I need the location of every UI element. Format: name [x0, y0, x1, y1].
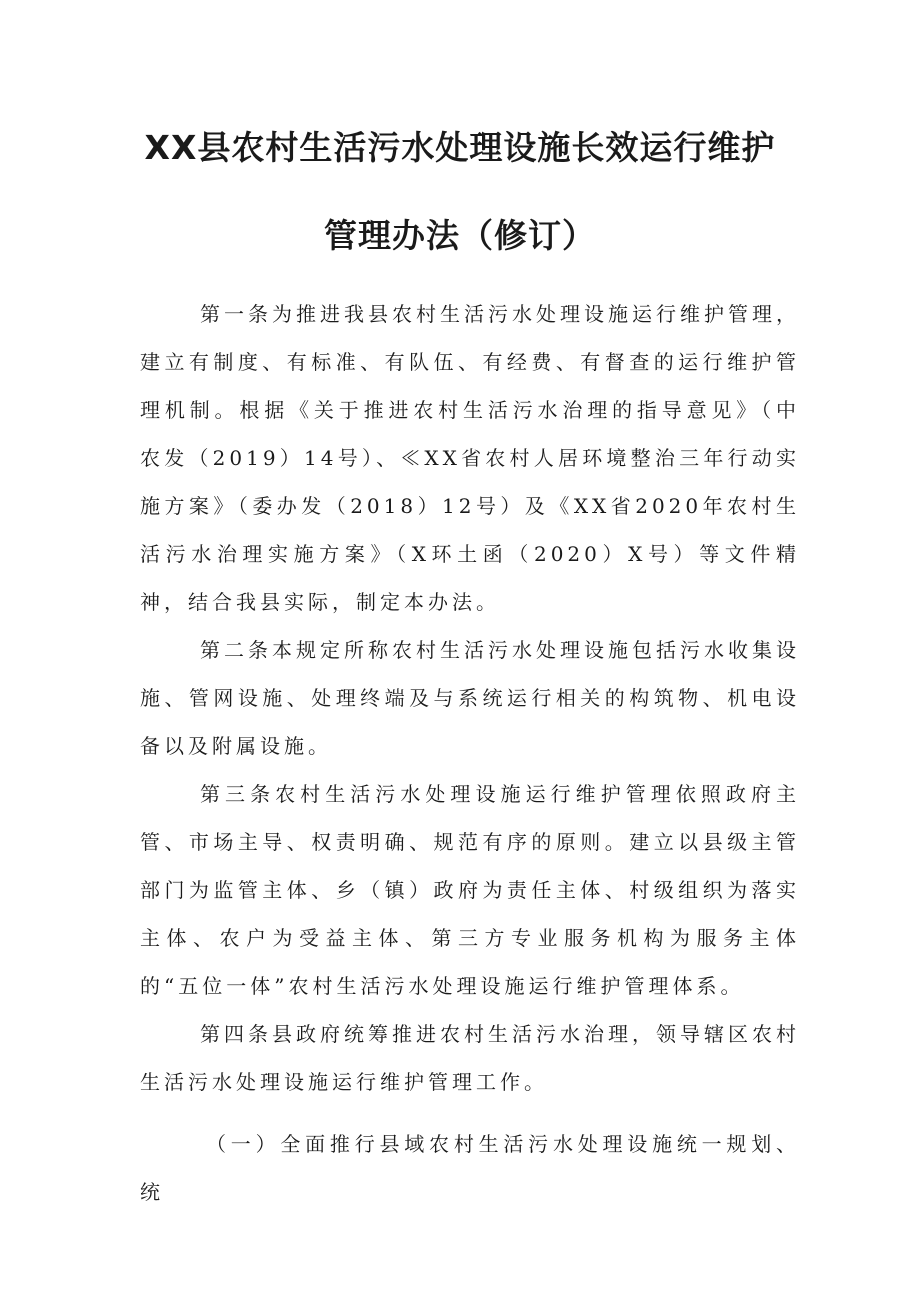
article-4-paragraph: 第四条县政府统筹推进农村生活污水治理，领导辖区农村生活污水处理设施运行维护管理工作。 — [140, 1022, 800, 1094]
document-title-line-2: 管理办法（修订） — [324, 216, 596, 255]
document-body — [140, 290, 800, 1216]
article-4-sub-item-1: （一）全面推行县域农村生活污水处理设施统一规划、统 — [140, 1132, 800, 1204]
article-2-paragraph: 第二条本规定所称农村生活污水处理设施包括污水收集设施、管网设施、处理终端及与系统运行相关的构筑物、机电设备以及附属设施。 — [140, 638, 800, 758]
document-title-line-1: XX县农村生活污水处理设施长效运行维护 — [144, 128, 776, 167]
article-3-paragraph: 第三条农村生活污水处理设施运行维护管理依照政府主管、市场主导、权责明确、规范有序的原则。建立以县级主管部门为监管主体、乡（镇）政府为责任主体、村级组织为落实主体、农户为受益主体、第三方专业服务机构为服务主体的“五位一体”农村生活污水处理设施运行维护管理体系。 — [140, 782, 800, 998]
article-1-paragraph: 第一条为推进我县农村生活污水处理设施运行维护管理，建立有制度、有标准、有队伍、有经费、有督查的运行维护管理机制。根据《关于推进农村生活污水治理的指导意见》（中农发（2019）14号）、≪XX省农村人居环境整治三年行动实施方案》（委办发（2018）12号）及《XX省2020年农村生活污水治理实施方案》（X环土函（2020）X号）等文件精神，结合我县实际，制定本办法。 — [140, 302, 800, 614]
